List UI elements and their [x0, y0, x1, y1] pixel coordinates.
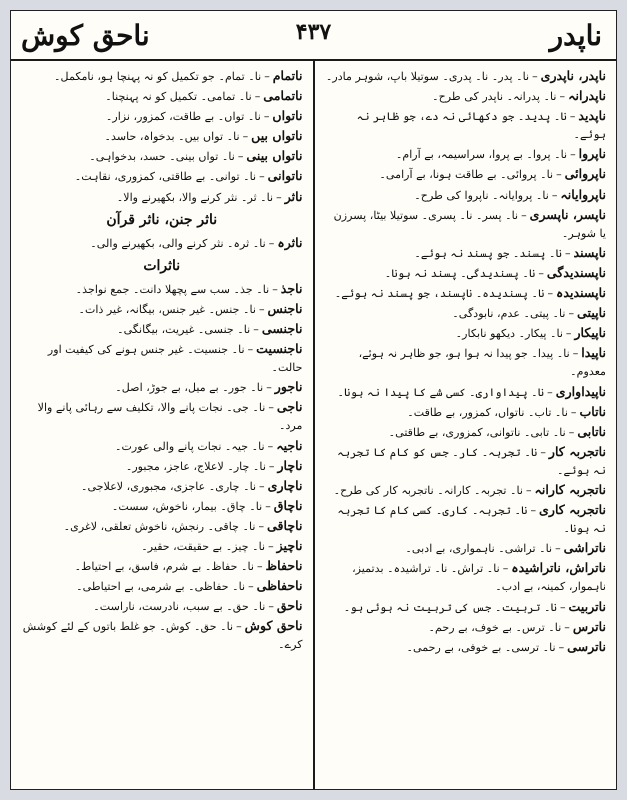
left-entry-head-23: ناحفاظی — [256, 578, 303, 594]
left-entry-24 — [21, 597, 303, 616]
right-entry-sep-21: – — [559, 600, 566, 614]
left-entry-sep-1: – — [254, 90, 261, 104]
right-entry-sep-16: – — [540, 445, 546, 459]
right-entry-def-7: نا۔ پسند۔ جو پسند نہ ہوئے۔ — [414, 246, 562, 260]
left-entry-sep-5: – — [259, 170, 265, 184]
left-entry-sep-21: – — [268, 539, 274, 553]
right-entries — [325, 67, 607, 657]
right-entry-sep-11: – — [565, 327, 572, 341]
left-entry-def-15: نا۔ جی۔ نجات پانے والا، تکلیف سے رہائی پانے والا مرد۔ — [37, 401, 303, 433]
left-entry-def-21: نا۔ چیز۔ بے حقیقت، حقیر۔ — [141, 539, 266, 553]
right-entry-8 — [325, 264, 607, 283]
left-entry-14 — [21, 378, 303, 397]
left-entry-sep-15: – — [268, 401, 274, 415]
right-entry-sep-0: – — [532, 70, 538, 83]
right-entry-def-6: نا۔ پسر۔ نا۔ پسری۔ سوتیلا بیٹا، پسرزن یا شوہر۔ — [333, 208, 606, 240]
left-entry-sep-3: – — [242, 130, 249, 144]
right-entry-sep-8: – — [538, 266, 544, 280]
right-column — [315, 59, 617, 789]
two-column-layout — [11, 59, 616, 789]
left-entry-sep-22: – — [256, 560, 263, 574]
right-entry-head-22: ناترس — [572, 618, 606, 634]
right-entry-sep-5: – — [551, 188, 558, 202]
left-entry-4 — [21, 147, 303, 166]
right-entry-head-18: ناتجربہ کاری — [539, 502, 606, 518]
left-entries — [21, 67, 303, 655]
left-entry-def-6: نا۔ ثر۔ نثر کرنے والا، بکھیرنے والا۔ — [116, 190, 274, 204]
right-entry-def-4: نا۔ پروائی۔ بے طاقت ہونا، بے آرامی۔ — [379, 168, 554, 182]
left-entry-def-14: نا۔ جور۔ بے میل، بے جوڑ، اصل۔ — [115, 381, 264, 395]
right-entry-10 — [325, 304, 607, 323]
left-entry-head-5: ناتوانی — [267, 168, 303, 184]
right-entry-head-7: ناپسند — [573, 244, 606, 260]
right-entry-4 — [325, 165, 607, 184]
left-entry-head-22: ناحفاظ — [265, 558, 303, 574]
left-entry-head-2: ناتواں — [272, 108, 303, 124]
right-entry-11 — [325, 324, 607, 343]
left-entry-def-20: نا۔ چاقی۔ رنجش، ناخوش تعلقی، لاغری۔ — [63, 519, 256, 533]
left-entry-23 — [21, 577, 303, 596]
right-entry-def-12: نا۔ پیدا۔ جو پیدا نہ ہوا ہو، جو ظاہر نہ ہوئے، معدوم۔ — [358, 347, 606, 379]
right-entry-def-18: نا۔ تجربہ۔ کاری۔ کسی کام کا تجربہ نہ ہونا۔ — [337, 504, 606, 536]
left-entry-5 — [21, 167, 303, 186]
left-entry-def-22: نا۔ حفاظ۔ بے شرم، فاسق، بے احتیاط۔ — [74, 560, 254, 574]
left-entry-sep-17: – — [268, 459, 275, 473]
left-entry-def-23: نا۔ حفاظی۔ بے شرمی، بے احتیاطی۔ — [76, 580, 246, 594]
left-entry-3 — [21, 127, 303, 146]
right-entry-head-20: ناتراش، ناتراشیدہ — [511, 560, 606, 576]
left-entry-sep-14: – — [266, 381, 272, 395]
left-entry-sep-23: – — [248, 580, 254, 594]
left-entry-17 — [21, 457, 303, 476]
right-entry-head-2: ناپدید — [578, 108, 606, 124]
left-entry-sep-12: – — [253, 322, 259, 336]
left-entry-1 — [21, 87, 303, 106]
left-entry-def-18: نا۔ چاری۔ عاجزی، مجبوری، لاعلاجی۔ — [80, 479, 257, 493]
right-entry-21 — [325, 598, 607, 617]
right-entry-sep-22: – — [564, 620, 570, 634]
left-entry-10 — [21, 280, 303, 299]
left-entry-def-3: نا۔ تواں بیں۔ بدخواہ، حاسد۔ — [104, 130, 240, 144]
left-entry-def-17: نا۔ چار۔ لاعلاج، عاجز، مجبور۔ — [125, 459, 266, 473]
left-entry-def-16: نا۔ جیہ۔ نجات پانے والی عورت۔ — [114, 439, 265, 453]
left-entry-head-10: ناجذ — [280, 280, 303, 296]
right-entry-15 — [325, 423, 607, 442]
left-column — [11, 59, 315, 789]
right-entry-head-21: ناتربیت — [568, 598, 606, 614]
left-entry-0 — [21, 67, 303, 86]
left-entry-20 — [21, 517, 303, 536]
right-entry-def-2: نا۔ پدید۔ جو دکھائی نہ دے، جو ظاہر نہ ہوئے۔ — [356, 110, 606, 142]
right-entry-17 — [325, 481, 607, 500]
right-entry-def-0: نا۔ پدر۔ نا۔ پدری۔ سوتیلا باپ، شوہر مادر۔ — [325, 70, 530, 83]
right-entry-7 — [325, 244, 607, 263]
right-entry-head-23: ناترسی — [567, 638, 606, 654]
left-entry-sep-18: – — [259, 479, 265, 493]
right-entry-sep-19: – — [555, 542, 561, 556]
right-entry-18 — [325, 501, 607, 538]
right-entry-def-22: نا۔ ترس۔ بے خوف، بے رحم۔ — [428, 620, 562, 634]
right-entry-20 — [325, 559, 607, 596]
paper-sheet — [10, 10, 617, 790]
right-entry-19 — [325, 539, 607, 558]
right-entry-sep-2: – — [569, 110, 576, 124]
left-entry-def-10: نا۔ جذ۔ سب سے پچھلا دانت۔ جمع نواجذ۔ — [75, 282, 270, 296]
left-entry-def-2: نا۔ تواں۔ بے طاقت، کمزور، نزار۔ — [105, 110, 261, 124]
right-entry-sep-10: – — [568, 307, 575, 321]
left-entry-sep-10: – — [272, 282, 278, 296]
left-entry-sep-2: – — [263, 110, 270, 124]
left-entry-def-12: نا۔ جنسی۔ غیریت، بیگانگی۔ — [117, 322, 251, 336]
right-entry-head-5: ناپروایانہ — [560, 186, 606, 202]
right-entry-head-8: ناپسندیدگی — [546, 264, 606, 280]
right-entry-3 — [325, 145, 607, 164]
left-entry-def-24: نا۔ حق۔ بے سبب، نادرست، ناراست۔ — [93, 600, 266, 614]
right-entry-13 — [325, 383, 607, 402]
right-entry-def-23: نا۔ ترسی۔ بے خوفی، بے رحمی۔ — [406, 640, 556, 654]
right-entry-head-6: ناپسر، ناپسری — [529, 206, 606, 222]
left-entry-head-8: ناثرہ — [277, 234, 303, 250]
left-entry-head-17: ناچار — [277, 457, 303, 473]
right-entry-sep-7: – — [564, 246, 571, 260]
right-entry-sep-18: – — [530, 504, 537, 518]
left-entry-def-0: نا۔ تمام۔ جو تکمیل کو نہ پہنچا ہو، نامکمل۔ — [54, 70, 262, 83]
right-entry-sep-12: – — [572, 347, 579, 361]
right-entry-2 — [325, 107, 607, 144]
right-entry-head-10: ناپیتی — [577, 305, 606, 321]
left-entry-def-8: نا۔ ثرہ۔ نثر کرنے والی، بکھیرنے والی۔ — [90, 236, 266, 250]
left-entry-sep-20: – — [258, 519, 265, 533]
right-entry-head-11: ناپیکار — [574, 325, 606, 341]
left-entry-sep-6: – — [276, 190, 282, 204]
left-entry-21 — [21, 537, 303, 556]
page-header — [11, 11, 616, 61]
left-entry-def-5: نا۔ توانی۔ بے طاقتی، کمزوری، نقاہت۔ — [74, 170, 257, 184]
left-entry-head-1: ناتمامی — [263, 88, 303, 104]
right-entry-head-1: ناپدرانہ — [568, 88, 606, 104]
right-entry-head-16: ناتجربہ کار — [548, 443, 606, 459]
right-entry-sep-6: – — [521, 208, 527, 222]
right-entry-sep-20: – — [502, 562, 509, 576]
right-entry-22 — [325, 618, 607, 637]
right-entry-1 — [325, 87, 607, 106]
left-entry-head-19: ناچاق — [273, 497, 303, 513]
right-entry-def-17: نا۔ تجربہ۔ کارانہ۔ ناتجربہ کار کی طرح۔ — [333, 483, 523, 497]
right-entry-sep-9: – — [547, 287, 553, 301]
right-entry-sep-1: – — [559, 90, 566, 104]
left-entry-sep-8: – — [268, 236, 275, 250]
left-entry-def-13: نا۔ جنسیت۔ غیر جنس ہونے کی کیفیت اور حالت۔ — [47, 343, 303, 375]
right-entry-6 — [325, 206, 607, 243]
right-entry-sep-14: – — [570, 405, 577, 419]
right-entry-def-15: نا۔ تابی۔ ناتوانی، کمزوری، بے طاقتی۔ — [388, 425, 566, 439]
right-entry-def-9: نا۔ پسندیدہ۔ ناپسند، جو پسند نہ ہوئے۔ — [334, 287, 545, 301]
right-entry-def-10: نا۔ پیتی۔ عدم، نابودگی۔ — [452, 307, 566, 321]
right-entry-def-21: نا۔ تربیت۔ جس کی تربیت نہ ہوئی ہو۔ — [343, 600, 557, 614]
right-entry-14 — [325, 403, 607, 422]
left-entry-22 — [21, 557, 303, 576]
right-entry-5 — [325, 186, 607, 205]
left-entry-head-15: ناجی — [276, 399, 303, 415]
left-entry-16 — [21, 437, 303, 456]
left-entry-def-25: نا۔ حق۔ کوش۔ جو غلط باتوں کے لئے کوشش کرے۔ — [22, 620, 303, 652]
left-subhead-9: ناثرات — [143, 257, 181, 274]
right-entry-def-19: نا۔ تراشی۔ ناہمواری، بے ادبی۔ — [405, 542, 553, 556]
right-entry-sep-4: – — [556, 168, 562, 182]
left-entry-head-6: ناثر — [284, 188, 303, 204]
left-entry-13 — [21, 340, 303, 377]
right-entry-def-5: نا۔ پروایانہ۔ ناپروا کی طرح۔ — [414, 188, 549, 202]
right-entry-sep-3: – — [570, 148, 576, 162]
left-entry-def-19: نا۔ چاق۔ بیمار، ناخوش، سست۔ — [111, 499, 263, 513]
right-entry-head-4: ناپروائی — [564, 166, 606, 182]
right-entry-head-13: ناپیداواری — [555, 383, 606, 399]
right-entry-def-8: نا۔ پسندیدگی۔ پسند نہ ہونا۔ — [384, 266, 536, 280]
right-entry-head-3: ناپروا — [578, 146, 606, 162]
left-entry-head-3: ناتواں بیں — [251, 128, 303, 144]
right-entry-def-20: نا۔ تراش۔ نا۔ تراشیدہ۔ بدتمیز، ناہموار، کمینہ، بے ادب۔ — [352, 562, 606, 594]
left-entry-sep-11: – — [258, 302, 265, 316]
left-entry-head-13: ناجنسیت — [256, 341, 303, 357]
right-entry-sep-13: – — [547, 385, 553, 399]
left-entry-19 — [21, 497, 303, 516]
left-entry-head-21: ناچیز — [276, 537, 303, 553]
left-entry-head-4: ناتواں بینی — [246, 148, 303, 164]
right-entry-23 — [325, 638, 607, 657]
right-entry-sep-17: – — [525, 483, 532, 497]
left-entry-8 — [21, 234, 303, 253]
right-entry-def-3: نا۔ پروا۔ بے پروا، سراسیمہ، بے آرام۔ — [395, 148, 568, 162]
left-entry-6 — [21, 188, 303, 207]
left-entry-sep-0: – — [264, 70, 270, 83]
left-entry-def-4: نا۔ تواں بینی۔ حسد، بدخواہی۔ — [89, 150, 235, 164]
right-entry-16 — [325, 443, 607, 480]
left-entry-head-25: ناحق کوش — [244, 618, 303, 634]
header-right-title: ناپدر — [549, 19, 602, 52]
left-entry-head-20: ناچاقی — [267, 517, 303, 533]
left-entry-head-11: ناجنس — [267, 300, 303, 316]
left-entry-sep-4: – — [237, 150, 244, 164]
right-entry-12 — [325, 344, 607, 381]
right-entry-head-15: ناتابی — [577, 423, 606, 439]
left-entry-def-11: نا۔ جنس۔ غیر جنس، بیگانہ، غیر ذات۔ — [78, 302, 256, 316]
left-entry-25 — [21, 617, 303, 654]
right-entry-0 — [325, 67, 607, 86]
left-entry-head-0: ناتمام — [272, 68, 303, 83]
left-entry-11 — [21, 300, 303, 319]
left-entry-sep-16: – — [267, 439, 274, 453]
left-entry-15 — [21, 398, 303, 435]
right-entry-def-16: نا۔ تجربہ۔ کار۔ جس کو کام کا تجربہ نہ ہوئے۔ — [337, 445, 606, 477]
left-entry-head-24: ناحق — [276, 598, 303, 614]
right-entry-sep-23: – — [558, 640, 565, 654]
left-entry-head-16: ناجیہ — [276, 437, 303, 453]
left-entry-12 — [21, 320, 303, 339]
left-entry-def-1: نا۔ تمامی۔ تکمیل کو نہ پہنچنا۔ — [105, 90, 252, 104]
right-entry-head-14: ناتاب — [579, 403, 606, 419]
left-entry-sep-19: – — [265, 499, 271, 513]
right-entry-head-9: ناپسندیدہ — [556, 285, 606, 301]
right-entry-head-17: ناتجربہ کارانہ — [534, 481, 606, 497]
left-entry-head-12: ناجنسی — [261, 320, 303, 336]
page-number: ۴۳۷ — [295, 19, 332, 45]
right-entry-head-0: ناپدر، ناپدری — [540, 68, 606, 83]
left-entry-sep-25: – — [236, 620, 242, 634]
left-entry-head-14: ناجور — [274, 379, 303, 395]
right-entry-sep-15: – — [568, 425, 575, 439]
right-entry-def-14: نا۔ تاب۔ ناتواں، کمزور، بے طاقت۔ — [407, 405, 568, 419]
right-entry-def-1: نا۔ پدرانہ۔ ناپدر کی طرح۔ — [432, 90, 557, 104]
right-entry-def-13: نا۔ پیداواری۔ کسی شے کا پیدا نہ ہونا۔ — [337, 385, 545, 399]
header-left-title: ناحق کوش — [21, 19, 150, 52]
left-entry-head-18: ناچاری — [267, 477, 303, 493]
left-subhead-7: ناثر جنن، ناثر قرآن — [106, 211, 218, 228]
left-entry-18 — [21, 477, 303, 496]
left-entry-2 — [21, 107, 303, 126]
right-entry-head-12: ناپیدا — [581, 345, 606, 361]
right-entry-def-11: نا۔ پیکار۔ دیکھو نابکار۔ — [455, 327, 563, 341]
right-entry-9 — [325, 284, 607, 303]
right-entry-head-19: ناتراشی — [563, 540, 606, 556]
left-entry-sep-24: – — [268, 600, 274, 614]
left-entry-sep-13: – — [247, 343, 254, 357]
